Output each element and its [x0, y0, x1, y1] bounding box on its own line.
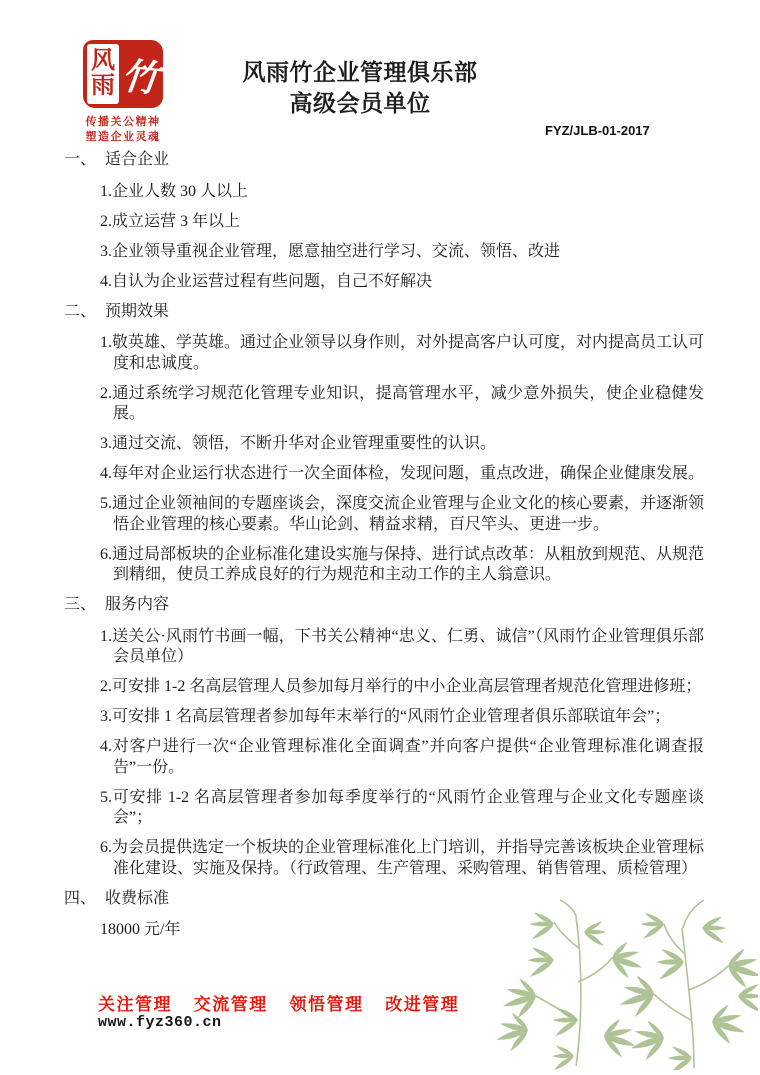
list-item: 3.企业领导重视企业管理，愿意抽空进行学习、交流、领悟、改进 — [100, 242, 561, 260]
section-title: 收费标准 — [105, 889, 170, 907]
section-number: 四、 — [64, 889, 97, 907]
list-item: 1.敬英雄、学英雄。通过企业领导以身作则，对外提高客户认可度，对内提高员工认可度和忠诚度。 — [100, 334, 705, 372]
title-line2: 高级会员单位 — [289, 91, 431, 116]
slogan-item: 领悟管理 — [289, 995, 364, 1014]
slogan-item: 交流管理 — [193, 995, 268, 1014]
seal-char-feng: 风 — [91, 47, 115, 74]
list-item: 4.对客户进行一次“企业管理标准化全面调查”并向客户提供“企业管理标准化调查报告”一份。 — [100, 738, 704, 776]
list-item: 3.可安排 1 名高层管理者参加每年末举行的“风雨竹企业管理者俱乐部联谊年会”； — [100, 708, 671, 725]
section-suitable-enterprises — [64, 150, 708, 292]
section-service-content — [64, 595, 708, 879]
logo-caption-line1: 传播关公精神 — [85, 116, 161, 128]
document-title — [160, 57, 560, 119]
list-item: 5.可安排 1-2 名高层管理者参加每季度举行的“风雨竹企业管理与企业文化专题座谈会”； — [100, 788, 704, 826]
section-title: 服务内容 — [105, 596, 170, 613]
list-item: 6.通过局部板块的企业标准化建设实施与保持、进行试点改革：从粗放到规范、从规范到精细，使员工养成良好的行为规范和主动工作的主人翁意识。 — [100, 545, 705, 583]
document-number: FYZ/JLB-01-2017 — [545, 123, 650, 138]
seal-char-zhu: 竹 — [119, 56, 161, 101]
slogan-item: 关注管理 — [98, 995, 172, 1014]
logo-caption-line2: 塑造企业灵魂 — [85, 131, 161, 143]
section-heading — [64, 150, 708, 171]
list-item: 1.送关公·风雨竹书画一幅，下书关公精神“忠义、仁勇、诚信”（风雨竹企业管理俱乐部会员单位） — [100, 627, 704, 665]
seal-left-panel — [87, 44, 119, 104]
list-item: 6.为会员提供选定一个板块的企业管理标准化上门培训，并指导完善该板块企业管理标准化建设、实施及保持。（行政管理、生产管理、采购管理、销售管理、质检管理） — [100, 839, 705, 877]
list-item: 2.成立运营 3 年以上 — [100, 212, 241, 230]
section-heading — [64, 595, 708, 616]
title-line1: 风雨竹企业管理俱乐部 — [242, 60, 478, 85]
section-number: 三、 — [64, 596, 97, 613]
section-heading — [64, 302, 708, 323]
list-item: 5.通过企业领袖间的专题座谈会，深度交流企业管理与企业文化的核心要素，并逐渐领悟企业管理的核心要素。华山论剑、精益求精，百尺竿头、更进一步。 — [100, 495, 705, 533]
section-title: 适合企业 — [105, 151, 170, 168]
document-body — [64, 150, 708, 950]
slogan-item: 改进管理 — [385, 995, 460, 1014]
company-logo — [80, 40, 166, 145]
bamboo-watermark-icon — [488, 898, 758, 1070]
section-number: 一、 — [64, 151, 97, 168]
footer-slogan — [98, 990, 475, 1015]
seal-char-yu: 雨 — [91, 73, 115, 99]
list-item: 2.通过系统学习规范化管理专业知识，提高管理水平，减少意外损失，使企业稳健发展。 — [100, 384, 704, 422]
section-number: 二、 — [64, 302, 97, 320]
section-expected-results — [64, 302, 708, 586]
list-item: 3.通过交流、领悟，不断升华对企业管理重要性的认识。 — [100, 435, 497, 452]
section-title: 预期效果 — [105, 302, 170, 320]
seal-stamp-icon — [83, 40, 163, 108]
list-item: 1.企业人数 30 人以上 — [100, 182, 249, 200]
list-item: 2.可安排 1-2 名高层管理人员参加每月举行的中小企业高层管理者规范化管理进修班； — [100, 678, 702, 695]
list-item: 4.自认为企业运营过程有些问题，自己不好解决 — [100, 272, 433, 290]
fee-amount: 18000 元/年 — [100, 921, 181, 938]
list-item: 4.每年对企业运行状态进行一次全面体检，发现问题，重点改进，确保企业健康发展。 — [100, 465, 705, 482]
website-url: www.fyz360.cn — [98, 1014, 222, 1031]
